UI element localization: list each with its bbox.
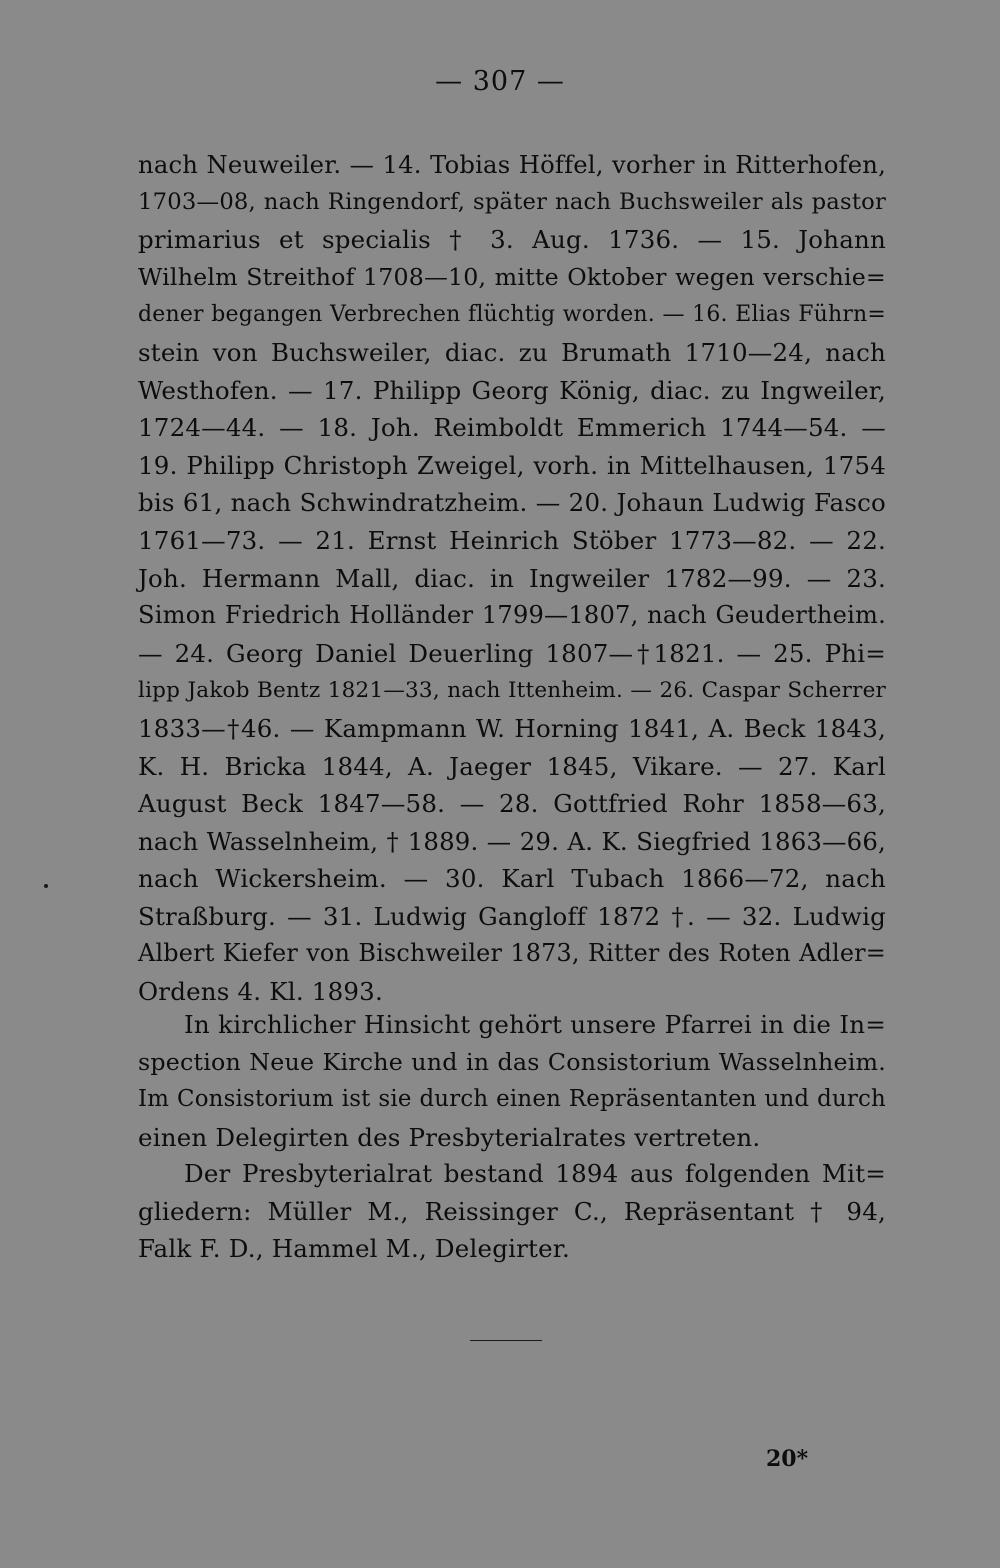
text-line: 1761—73. — 21. Ernst Heinrich Stöber 1773—82. — 22.	[138, 525, 886, 555]
text-line: Simon Friedrich Holländer 1799—1807, nach Geudertheim.	[138, 601, 886, 630]
text-line: Wilhelm Streithof 1708—10, mitte Oktober wegen verschie=	[138, 262, 886, 291]
text-line: August Beck 1847—58. — 28. Gottfried Rohr 1858—63,	[138, 789, 886, 819]
text-line: 1703—08, nach Ringendorf, später nach Buchsweiler als pastor	[138, 188, 886, 215]
paragraph-presbyterial-council	[138, 1155, 886, 1268]
text-line: Albert Kiefer von Bischweiler 1873, Ritter des Roten Adler=	[138, 939, 886, 968]
text-line: — 24. Georg Daniel Deuerling 1807—†1821. — 25. Phi=	[138, 638, 886, 668]
text-line: bis 61, nach Schwindratzheim. — 20. Johaun Ludwig Fasco	[138, 488, 886, 518]
section-divider	[470, 1340, 542, 1341]
text-line: nach Wickersheim. — 30. Karl Tubach 1866—72, nach	[138, 864, 886, 894]
text-line: dener begangen Verbrechen flüchtig worden. — 16. Elias Führn=	[138, 302, 886, 328]
margin-speck	[44, 884, 48, 888]
paragraph-pastor-list	[138, 146, 886, 1011]
text-line: primarius et specialis † 3. Aug. 1736. — 15. Johann	[138, 225, 886, 255]
text-line: einen Delegirten des Presbyterialrates vertreten.	[138, 1122, 761, 1152]
text-line: In kirchlicher Hinsicht gehört unsere Pfarrei in die In=	[184, 1010, 886, 1039]
page-number: — 307 —	[435, 66, 565, 97]
text-line: K. H. Bricka 1844, A. Jaeger 1845, Vikare. — 27. Karl	[138, 751, 886, 781]
text-line: 1724—44. — 18. Joh. Reimboldt Emmerich 1744—54. —	[138, 413, 886, 443]
text-line: Im Consistorium ist sie durch einen Repräsentanten und durch	[138, 1086, 886, 1113]
text-line: stein von Buchsweiler, diac. zu Brumath 1710—24, nach	[138, 337, 886, 367]
text-line: lipp Jakob Bentz 1821—33, nach Ittenheim. — 26. Caspar Scherrer	[138, 678, 886, 704]
text-line: Falk F. D., Hammel M., Delegirter.	[138, 1234, 570, 1264]
text-line: Joh. Hermann Mall, diac. in Ingweiler 1782—99. — 23.	[138, 563, 886, 593]
text-line: gliedern: Müller M., Reissinger C., Repräsentant † 94,	[138, 1196, 886, 1226]
text-line: Westhofen. — 17. Philipp Georg König, diac. zu Ingweiler,	[138, 375, 886, 405]
signature-mark: 20*	[766, 1446, 809, 1472]
text-line: nach Wasselnheim, † 1889. — 29. A. K. Siegfried 1863—66,	[138, 826, 886, 856]
text-line: nach Neuweiler. — 14. Tobias Höffel, vorher in Ritterhofen,	[138, 150, 886, 179]
paragraph-church-affiliation	[138, 1006, 886, 1156]
text-line: 1833—†46. — Kampmann W. Horning 1841, A. Beck 1843,	[138, 713, 886, 743]
text-line: 19. Philipp Christoph Zweigel, vorh. in Mittelhausen, 1754	[138, 450, 886, 480]
text-line: spection Neue Kirche und in das Consistorium Wasselnheim.	[138, 1047, 886, 1076]
text-line: Der Presbyterialrat bestand 1894 aus folgenden Mit=	[184, 1159, 886, 1188]
text-line: Straßburg. — 31. Ludwig Gangloff 1872 †. — 32. Ludwig	[138, 901, 886, 931]
text-line: Ordens 4. Kl. 1893.	[138, 977, 383, 1007]
